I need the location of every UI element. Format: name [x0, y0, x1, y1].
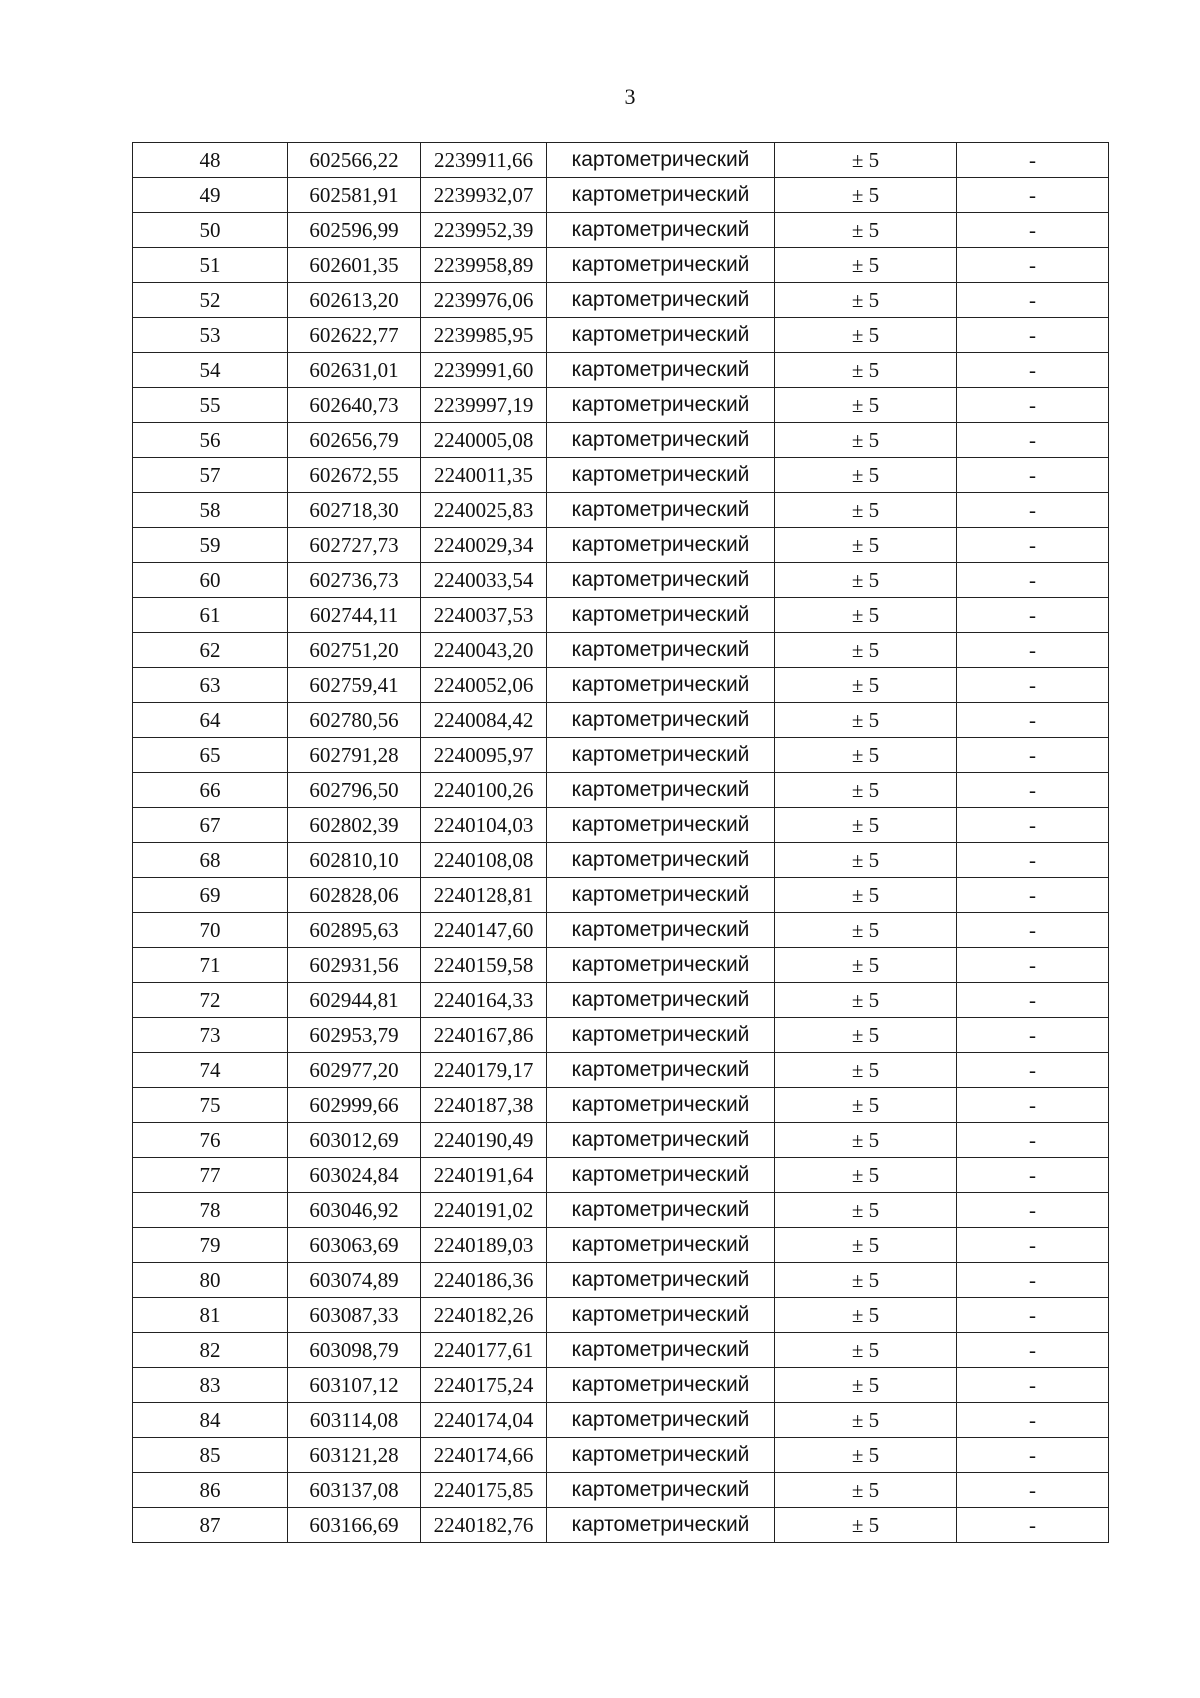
- table-row: [133, 1333, 1109, 1368]
- accuracy-cell: ± 5: [775, 1403, 957, 1438]
- table-row: [133, 668, 1109, 703]
- accuracy-cell: ± 5: [775, 633, 957, 668]
- y-coordinate-cell: 2240147,60: [421, 913, 547, 948]
- accuracy-cell: ± 5: [775, 1368, 957, 1403]
- accuracy-cell: ± 5: [775, 1018, 957, 1053]
- x-coordinate-cell: 602656,79: [288, 423, 421, 458]
- method-cell: картометрический: [547, 843, 775, 878]
- table-row: [133, 563, 1109, 598]
- x-coordinate-cell: 602999,66: [288, 1088, 421, 1123]
- y-coordinate-cell: 2240043,20: [421, 633, 547, 668]
- note-cell: -: [957, 913, 1109, 948]
- note-cell: -: [957, 1158, 1109, 1193]
- note-cell: -: [957, 878, 1109, 913]
- method-cell: картометрический: [547, 738, 775, 773]
- table-row: [133, 843, 1109, 878]
- method-cell: картометрический: [547, 143, 775, 178]
- note-cell: -: [957, 528, 1109, 563]
- x-coordinate-cell: 602931,56: [288, 948, 421, 983]
- y-coordinate-cell: 2240175,85: [421, 1473, 547, 1508]
- note-cell: -: [957, 633, 1109, 668]
- note-cell: -: [957, 1298, 1109, 1333]
- point-number-cell: 70: [133, 913, 288, 948]
- x-coordinate-cell: 602727,73: [288, 528, 421, 563]
- note-cell: -: [957, 1123, 1109, 1158]
- table-row: [133, 1158, 1109, 1193]
- accuracy-cell: ± 5: [775, 528, 957, 563]
- y-coordinate-cell: 2240191,64: [421, 1158, 547, 1193]
- x-coordinate-cell: 602744,11: [288, 598, 421, 633]
- point-number-cell: 62: [133, 633, 288, 668]
- note-cell: -: [957, 143, 1109, 178]
- point-number-cell: 77: [133, 1158, 288, 1193]
- note-cell: -: [957, 1018, 1109, 1053]
- point-number-cell: 69: [133, 878, 288, 913]
- method-cell: картометрический: [547, 1018, 775, 1053]
- accuracy-cell: ± 5: [775, 1333, 957, 1368]
- method-cell: картометрический: [547, 318, 775, 353]
- accuracy-cell: ± 5: [775, 1438, 957, 1473]
- table-row: [133, 423, 1109, 458]
- method-cell: картометрический: [547, 773, 775, 808]
- y-coordinate-cell: 2240175,24: [421, 1368, 547, 1403]
- note-cell: -: [957, 1088, 1109, 1123]
- method-cell: картометрический: [547, 1298, 775, 1333]
- method-cell: картометрический: [547, 248, 775, 283]
- y-coordinate-cell: 2240029,34: [421, 528, 547, 563]
- x-coordinate-cell: 603087,33: [288, 1298, 421, 1333]
- accuracy-cell: ± 5: [775, 213, 957, 248]
- note-cell: -: [957, 1333, 1109, 1368]
- accuracy-cell: ± 5: [775, 1158, 957, 1193]
- y-coordinate-cell: 2239976,06: [421, 283, 547, 318]
- y-coordinate-cell: 2240100,26: [421, 773, 547, 808]
- point-number-cell: 72: [133, 983, 288, 1018]
- accuracy-cell: ± 5: [775, 913, 957, 948]
- note-cell: -: [957, 248, 1109, 283]
- y-coordinate-cell: 2240174,04: [421, 1403, 547, 1438]
- table-row: [133, 248, 1109, 283]
- point-number-cell: 63: [133, 668, 288, 703]
- point-number-cell: 54: [133, 353, 288, 388]
- y-coordinate-cell: 2240190,49: [421, 1123, 547, 1158]
- x-coordinate-cell: 602791,28: [288, 738, 421, 773]
- y-coordinate-cell: 2240186,36: [421, 1263, 547, 1298]
- y-coordinate-cell: 2240182,26: [421, 1298, 547, 1333]
- method-cell: картометрический: [547, 1508, 775, 1543]
- x-coordinate-cell: 603012,69: [288, 1123, 421, 1158]
- accuracy-cell: ± 5: [775, 983, 957, 1018]
- note-cell: -: [957, 1263, 1109, 1298]
- point-number-cell: 76: [133, 1123, 288, 1158]
- method-cell: картометрический: [547, 878, 775, 913]
- note-cell: -: [957, 493, 1109, 528]
- table-row: [133, 528, 1109, 563]
- table-row: [133, 1018, 1109, 1053]
- y-coordinate-cell: 2239997,19: [421, 388, 547, 423]
- method-cell: картометрический: [547, 948, 775, 983]
- method-cell: картометрический: [547, 528, 775, 563]
- method-cell: картометрический: [547, 1403, 775, 1438]
- method-cell: картометрический: [547, 633, 775, 668]
- x-coordinate-cell: 602631,01: [288, 353, 421, 388]
- accuracy-cell: ± 5: [775, 248, 957, 283]
- y-coordinate-cell: 2239958,89: [421, 248, 547, 283]
- point-number-cell: 64: [133, 703, 288, 738]
- x-coordinate-cell: 602751,20: [288, 633, 421, 668]
- x-coordinate-cell: 602780,56: [288, 703, 421, 738]
- y-coordinate-cell: 2240167,86: [421, 1018, 547, 1053]
- table-row: [133, 738, 1109, 773]
- x-coordinate-cell: 602613,20: [288, 283, 421, 318]
- y-coordinate-cell: 2240084,42: [421, 703, 547, 738]
- method-cell: картометрический: [547, 353, 775, 388]
- y-coordinate-cell: 2240189,03: [421, 1228, 547, 1263]
- y-coordinate-cell: 2240037,53: [421, 598, 547, 633]
- method-cell: картометрический: [547, 1158, 775, 1193]
- note-cell: -: [957, 1473, 1109, 1508]
- x-coordinate-cell: 602622,77: [288, 318, 421, 353]
- table-row: [133, 353, 1109, 388]
- table-row: [133, 1298, 1109, 1333]
- note-cell: -: [957, 1193, 1109, 1228]
- method-cell: картометрический: [547, 668, 775, 703]
- method-cell: картометрический: [547, 388, 775, 423]
- point-number-cell: 59: [133, 528, 288, 563]
- x-coordinate-cell: 603114,08: [288, 1403, 421, 1438]
- method-cell: картометрический: [547, 1263, 775, 1298]
- x-coordinate-cell: 602944,81: [288, 983, 421, 1018]
- y-coordinate-cell: 2240174,66: [421, 1438, 547, 1473]
- method-cell: картометрический: [547, 598, 775, 633]
- x-coordinate-cell: 602796,50: [288, 773, 421, 808]
- x-coordinate-cell: 602566,22: [288, 143, 421, 178]
- point-number-cell: 48: [133, 143, 288, 178]
- y-coordinate-cell: 2240191,02: [421, 1193, 547, 1228]
- point-number-cell: 73: [133, 1018, 288, 1053]
- method-cell: картометрический: [547, 563, 775, 598]
- x-coordinate-cell: 602953,79: [288, 1018, 421, 1053]
- accuracy-cell: ± 5: [775, 878, 957, 913]
- table-row: [133, 1508, 1109, 1543]
- point-number-cell: 60: [133, 563, 288, 598]
- x-coordinate-cell: 603098,79: [288, 1333, 421, 1368]
- accuracy-cell: ± 5: [775, 1508, 957, 1543]
- table-row: [133, 598, 1109, 633]
- note-cell: -: [957, 738, 1109, 773]
- accuracy-cell: ± 5: [775, 1123, 957, 1158]
- method-cell: картометрический: [547, 703, 775, 738]
- x-coordinate-cell: 602828,06: [288, 878, 421, 913]
- table-row: [133, 1193, 1109, 1228]
- table-row: [133, 458, 1109, 493]
- x-coordinate-cell: 603074,89: [288, 1263, 421, 1298]
- accuracy-cell: ± 5: [775, 283, 957, 318]
- method-cell: картометрический: [547, 1123, 775, 1158]
- accuracy-cell: ± 5: [775, 318, 957, 353]
- point-number-cell: 71: [133, 948, 288, 983]
- method-cell: картометрический: [547, 178, 775, 213]
- note-cell: -: [957, 213, 1109, 248]
- accuracy-cell: ± 5: [775, 423, 957, 458]
- point-number-cell: 83: [133, 1368, 288, 1403]
- x-coordinate-cell: 603024,84: [288, 1158, 421, 1193]
- page-number: 3: [624, 84, 636, 109]
- x-coordinate-cell: 602596,99: [288, 213, 421, 248]
- table-row: [133, 1263, 1109, 1298]
- point-number-cell: 50: [133, 213, 288, 248]
- point-number-cell: 58: [133, 493, 288, 528]
- y-coordinate-cell: 2240164,33: [421, 983, 547, 1018]
- y-coordinate-cell: 2240128,81: [421, 878, 547, 913]
- y-coordinate-cell: 2240104,03: [421, 808, 547, 843]
- y-coordinate-cell: 2240182,76: [421, 1508, 547, 1543]
- accuracy-cell: ± 5: [775, 143, 957, 178]
- method-cell: картометрический: [547, 983, 775, 1018]
- point-number-cell: 84: [133, 1403, 288, 1438]
- x-coordinate-cell: 602581,91: [288, 178, 421, 213]
- point-number-cell: 52: [133, 283, 288, 318]
- accuracy-cell: ± 5: [775, 948, 957, 983]
- point-number-cell: 66: [133, 773, 288, 808]
- method-cell: картометрический: [547, 1368, 775, 1403]
- y-coordinate-cell: 2240187,38: [421, 1088, 547, 1123]
- x-coordinate-cell: 602718,30: [288, 493, 421, 528]
- y-coordinate-cell: 2240052,06: [421, 668, 547, 703]
- note-cell: -: [957, 948, 1109, 983]
- x-coordinate-cell: 602810,10: [288, 843, 421, 878]
- accuracy-cell: ± 5: [775, 808, 957, 843]
- note-cell: -: [957, 808, 1109, 843]
- y-coordinate-cell: 2240177,61: [421, 1333, 547, 1368]
- x-coordinate-cell: 603166,69: [288, 1508, 421, 1543]
- table-row: [133, 1473, 1109, 1508]
- accuracy-cell: ± 5: [775, 1228, 957, 1263]
- method-cell: картометрический: [547, 1053, 775, 1088]
- point-number-cell: 67: [133, 808, 288, 843]
- point-number-cell: 65: [133, 738, 288, 773]
- table-row: [133, 178, 1109, 213]
- x-coordinate-cell: 603046,92: [288, 1193, 421, 1228]
- point-number-cell: 78: [133, 1193, 288, 1228]
- method-cell: картометрический: [547, 283, 775, 318]
- x-coordinate-cell: 603107,12: [288, 1368, 421, 1403]
- accuracy-cell: ± 5: [775, 773, 957, 808]
- table-row: [133, 1228, 1109, 1263]
- y-coordinate-cell: 2240095,97: [421, 738, 547, 773]
- note-cell: -: [957, 563, 1109, 598]
- y-coordinate-cell: 2240025,83: [421, 493, 547, 528]
- y-coordinate-cell: 2240005,08: [421, 423, 547, 458]
- method-cell: картометрический: [547, 913, 775, 948]
- note-cell: -: [957, 458, 1109, 493]
- note-cell: -: [957, 598, 1109, 633]
- table-row: [133, 808, 1109, 843]
- table-row: [133, 1088, 1109, 1123]
- point-number-cell: 49: [133, 178, 288, 213]
- note-cell: -: [957, 668, 1109, 703]
- method-cell: картометрический: [547, 1333, 775, 1368]
- note-cell: -: [957, 843, 1109, 878]
- coordinates-table-body: [133, 143, 1109, 1543]
- accuracy-cell: ± 5: [775, 1263, 957, 1298]
- table-row: [133, 913, 1109, 948]
- point-number-cell: 82: [133, 1333, 288, 1368]
- point-number-cell: 61: [133, 598, 288, 633]
- point-number-cell: 75: [133, 1088, 288, 1123]
- accuracy-cell: ± 5: [775, 703, 957, 738]
- note-cell: -: [957, 773, 1109, 808]
- table-row: [133, 983, 1109, 1018]
- table-row: [133, 878, 1109, 913]
- x-coordinate-cell: 602759,41: [288, 668, 421, 703]
- table-row: [133, 1403, 1109, 1438]
- accuracy-cell: ± 5: [775, 1298, 957, 1333]
- table-row: [133, 1438, 1109, 1473]
- table-row: [133, 493, 1109, 528]
- method-cell: картометрический: [547, 493, 775, 528]
- note-cell: -: [957, 178, 1109, 213]
- note-cell: -: [957, 388, 1109, 423]
- table-row: [133, 633, 1109, 668]
- note-cell: -: [957, 423, 1109, 458]
- point-number-cell: 80: [133, 1263, 288, 1298]
- y-coordinate-cell: 2239991,60: [421, 353, 547, 388]
- note-cell: -: [957, 983, 1109, 1018]
- accuracy-cell: ± 5: [775, 458, 957, 493]
- point-number-cell: 55: [133, 388, 288, 423]
- table-row: [133, 318, 1109, 353]
- note-cell: -: [957, 318, 1109, 353]
- note-cell: -: [957, 1403, 1109, 1438]
- accuracy-cell: ± 5: [775, 738, 957, 773]
- point-number-cell: 53: [133, 318, 288, 353]
- table-row: [133, 948, 1109, 983]
- accuracy-cell: ± 5: [775, 353, 957, 388]
- point-number-cell: 85: [133, 1438, 288, 1473]
- table-row: [133, 1368, 1109, 1403]
- note-cell: -: [957, 1438, 1109, 1473]
- y-coordinate-cell: 2240179,17: [421, 1053, 547, 1088]
- y-coordinate-cell: 2239911,66: [421, 143, 547, 178]
- y-coordinate-cell: 2240159,58: [421, 948, 547, 983]
- accuracy-cell: ± 5: [775, 598, 957, 633]
- x-coordinate-cell: 602895,63: [288, 913, 421, 948]
- accuracy-cell: ± 5: [775, 1473, 957, 1508]
- note-cell: -: [957, 1053, 1109, 1088]
- note-cell: -: [957, 703, 1109, 738]
- method-cell: картометрический: [547, 1228, 775, 1263]
- note-cell: -: [957, 283, 1109, 318]
- table-row: [133, 1053, 1109, 1088]
- point-number-cell: 87: [133, 1508, 288, 1543]
- y-coordinate-cell: 2239985,95: [421, 318, 547, 353]
- method-cell: картометрический: [547, 1438, 775, 1473]
- method-cell: картометрический: [547, 423, 775, 458]
- point-number-cell: 74: [133, 1053, 288, 1088]
- method-cell: картометрический: [547, 213, 775, 248]
- accuracy-cell: ± 5: [775, 1053, 957, 1088]
- method-cell: картометрический: [547, 1193, 775, 1228]
- accuracy-cell: ± 5: [775, 493, 957, 528]
- x-coordinate-cell: 602640,73: [288, 388, 421, 423]
- note-cell: -: [957, 353, 1109, 388]
- point-number-cell: 68: [133, 843, 288, 878]
- y-coordinate-cell: 2239932,07: [421, 178, 547, 213]
- method-cell: картометрический: [547, 458, 775, 493]
- method-cell: картометрический: [547, 1473, 775, 1508]
- x-coordinate-cell: 603121,28: [288, 1438, 421, 1473]
- accuracy-cell: ± 5: [775, 178, 957, 213]
- method-cell: картометрический: [547, 808, 775, 843]
- point-number-cell: 51: [133, 248, 288, 283]
- x-coordinate-cell: 603137,08: [288, 1473, 421, 1508]
- table-row: [133, 388, 1109, 423]
- x-coordinate-cell: 603063,69: [288, 1228, 421, 1263]
- table-row: [133, 1123, 1109, 1158]
- table-row: [133, 773, 1109, 808]
- accuracy-cell: ± 5: [775, 668, 957, 703]
- table-row: [133, 213, 1109, 248]
- table-row: [133, 283, 1109, 318]
- accuracy-cell: ± 5: [775, 1193, 957, 1228]
- point-number-cell: 56: [133, 423, 288, 458]
- y-coordinate-cell: 2240033,54: [421, 563, 547, 598]
- point-number-cell: 79: [133, 1228, 288, 1263]
- table-row: [133, 143, 1109, 178]
- note-cell: -: [957, 1508, 1109, 1543]
- note-cell: -: [957, 1228, 1109, 1263]
- coordinates-table: [132, 142, 1109, 1543]
- accuracy-cell: ± 5: [775, 563, 957, 598]
- point-number-cell: 57: [133, 458, 288, 493]
- x-coordinate-cell: 602736,73: [288, 563, 421, 598]
- accuracy-cell: ± 5: [775, 1088, 957, 1123]
- accuracy-cell: ± 5: [775, 843, 957, 878]
- y-coordinate-cell: 2240108,08: [421, 843, 547, 878]
- x-coordinate-cell: 602977,20: [288, 1053, 421, 1088]
- method-cell: картометрический: [547, 1088, 775, 1123]
- accuracy-cell: ± 5: [775, 388, 957, 423]
- note-cell: -: [957, 1368, 1109, 1403]
- table-row: [133, 703, 1109, 738]
- y-coordinate-cell: 2239952,39: [421, 213, 547, 248]
- y-coordinate-cell: 2240011,35: [421, 458, 547, 493]
- x-coordinate-cell: 602802,39: [288, 808, 421, 843]
- x-coordinate-cell: 602601,35: [288, 248, 421, 283]
- point-number-cell: 86: [133, 1473, 288, 1508]
- point-number-cell: 81: [133, 1298, 288, 1333]
- x-coordinate-cell: 602672,55: [288, 458, 421, 493]
